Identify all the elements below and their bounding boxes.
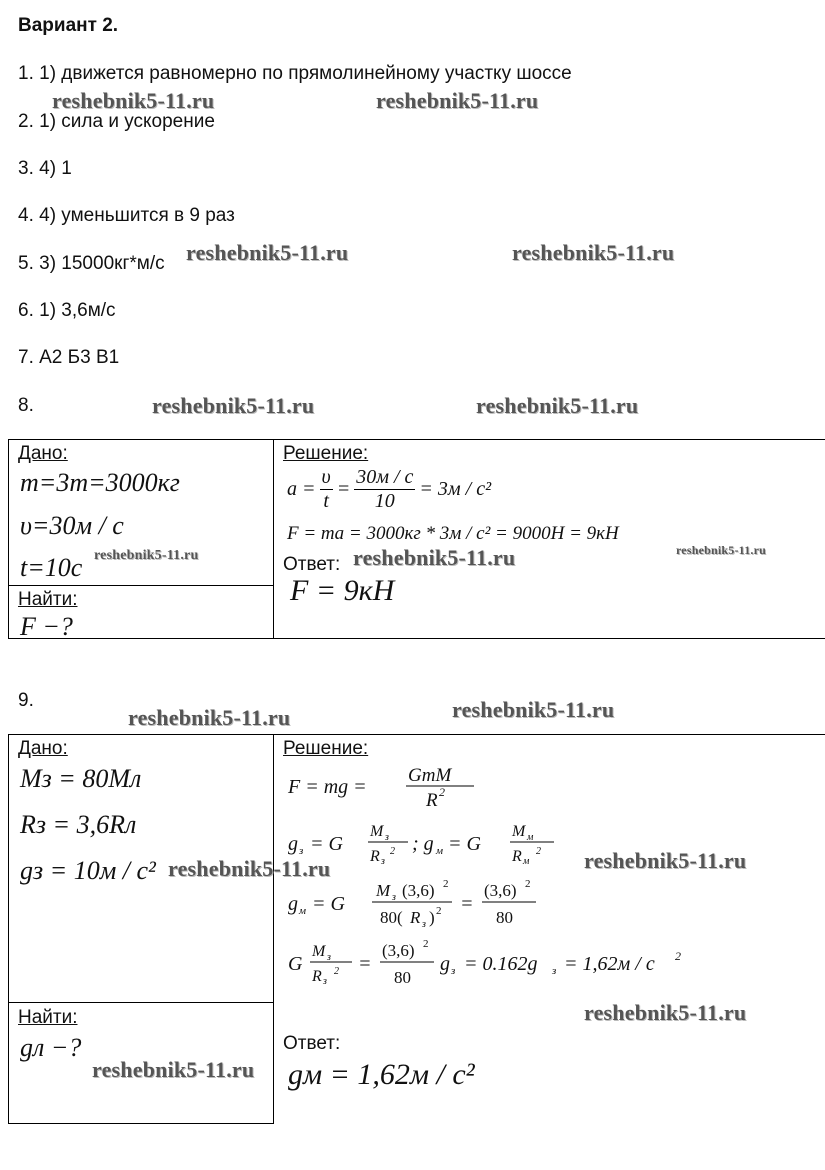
- given-velocity: υ=30м / с: [20, 511, 124, 540]
- answer-1: 1. 1) движется равномерно по прямолинейному участку шоссе: [18, 63, 572, 84]
- svg-text:з: з: [381, 856, 385, 867]
- svg-text:2: 2: [436, 905, 442, 917]
- solution-label: Решение:: [283, 443, 369, 464]
- svg-text:= 0.162g: = 0.162g: [464, 953, 538, 975]
- svg-text:2: 2: [525, 878, 531, 890]
- numerator: υ: [321, 466, 331, 488]
- svg-text:= G: = G: [310, 833, 343, 855]
- watermark: reshebnik5-11.ru: [452, 697, 615, 722]
- svg-text:g: g: [288, 833, 298, 855]
- given-label: Дано:: [18, 443, 68, 464]
- watermark: reshebnik5-11.ru: [186, 240, 349, 265]
- svg-text:= 1,62м / с: = 1,62м / с: [564, 953, 655, 975]
- svg-text:2: 2: [443, 878, 449, 890]
- svg-text:з: з: [299, 845, 304, 857]
- svg-text:M: M: [370, 823, 384, 840]
- gravity-formulas: [284, 760, 824, 1005]
- answer-7: 7. А2 Б3 В1: [18, 347, 120, 368]
- given-gravity: gз = 10м / с²: [20, 856, 156, 885]
- svg-text:80(: 80(: [380, 908, 403, 927]
- acceleration-equation: [287, 466, 491, 513]
- svg-text:g: g: [440, 953, 450, 975]
- answer-5: 5. 3) 15000кг*м/с: [18, 253, 165, 274]
- answer-label: Ответ:: [283, 554, 341, 575]
- eq-lhs: a =: [287, 478, 316, 500]
- find-label: Найти:: [18, 589, 78, 610]
- watermark: reshebnik5-11.ru: [152, 393, 315, 418]
- svg-text:=: =: [358, 953, 372, 975]
- answer-3: 3. 4) 1: [18, 158, 72, 179]
- watermark: reshebnik5-11.ru: [128, 705, 291, 730]
- fraction: [354, 466, 415, 513]
- svg-text:R: R: [370, 848, 380, 865]
- svg-text:з: з: [451, 965, 456, 977]
- page-title: Вариант 2.: [18, 15, 119, 36]
- force-equation: F = ma = 3000кг * 3м / с² = 9000Н = 9кН: [287, 523, 619, 544]
- answer-value: gм = 1,62м / с²: [288, 1058, 475, 1091]
- svg-text:GmM: GmM: [408, 765, 452, 786]
- svg-text:2: 2: [390, 846, 395, 857]
- svg-text:2: 2: [334, 966, 339, 977]
- answer-2: 2. 1) сила и ускорение: [18, 111, 215, 132]
- given-radius-ratio: Rз = 3,6Rл: [20, 810, 137, 839]
- svg-text:R: R: [426, 790, 438, 811]
- watermark: reshebnik5-11.ru: [676, 543, 766, 557]
- answer-4: 4. 4) уменьшится в 9 раз: [18, 205, 235, 226]
- watermark: reshebnik5-11.ru: [376, 88, 539, 113]
- svg-text:80: 80: [394, 968, 411, 987]
- watermark: reshebnik5-11.ru: [92, 1057, 255, 1082]
- watermark: reshebnik5-11.ru: [512, 240, 675, 265]
- fraction: [320, 466, 333, 513]
- svg-text:з: з: [327, 952, 331, 963]
- svg-text:(3,6): (3,6): [382, 941, 415, 960]
- given-time: t=10с: [20, 553, 83, 582]
- svg-text:M: M: [312, 943, 326, 960]
- watermark: reshebnik5-11.ru: [353, 545, 516, 570]
- svg-text:з: з: [552, 965, 557, 977]
- answer-label: Ответ:: [283, 1033, 341, 1054]
- watermark: reshebnik5-11.ru: [52, 88, 215, 113]
- svg-text:м: м: [523, 856, 530, 867]
- watermark: reshebnik5-11.ru: [584, 848, 747, 873]
- svg-text:з: з: [422, 919, 426, 930]
- watermark: reshebnik5-11.ru: [584, 1000, 747, 1025]
- svg-text:): ): [429, 908, 435, 927]
- svg-text:з: з: [385, 832, 389, 843]
- find-label: Найти:: [18, 1007, 78, 1028]
- svg-text:R: R: [312, 968, 322, 985]
- svg-text:= G: = G: [448, 833, 481, 855]
- svg-text:2: 2: [439, 785, 445, 799]
- find-moon-gravity: gл −?: [20, 1033, 82, 1062]
- svg-text:2: 2: [423, 938, 429, 950]
- svg-text:M: M: [512, 823, 526, 840]
- numerator: 30м / с: [356, 466, 414, 488]
- task8-number: 8.: [18, 395, 34, 416]
- svg-text:F = mg =: F = mg =: [288, 776, 367, 798]
- svg-text:; g: ; g: [412, 833, 434, 855]
- task9-number: 9.: [18, 690, 34, 711]
- svg-text:= G: = G: [312, 893, 345, 915]
- answer-value: F = 9кН: [290, 574, 395, 607]
- svg-text:(3,6): (3,6): [484, 881, 517, 900]
- watermark: reshebnik5-11.ru: [476, 393, 639, 418]
- svg-text:2: 2: [675, 949, 681, 963]
- solution-label: Решение:: [283, 738, 369, 759]
- svg-text:(3,6): (3,6): [402, 881, 435, 900]
- given-label: Дано:: [18, 738, 68, 759]
- given-mass-ratio: Mз = 80Mл: [20, 764, 142, 793]
- denominator: t: [323, 490, 329, 512]
- svg-text:з: з: [392, 892, 396, 903]
- svg-text:g: g: [288, 893, 298, 915]
- svg-text:м: м: [527, 832, 534, 843]
- svg-text:G: G: [288, 953, 303, 975]
- watermark: reshebnik5-11.ru: [168, 856, 331, 881]
- denominator: 10: [374, 490, 395, 512]
- watermark: reshebnik5-11.ru: [94, 548, 199, 563]
- find-force: F −?: [20, 612, 73, 641]
- svg-text:2: 2: [536, 846, 541, 857]
- svg-text:R: R: [410, 908, 421, 927]
- svg-text:R: R: [512, 848, 522, 865]
- svg-text:м: м: [299, 905, 307, 917]
- eq-sign: =: [336, 478, 351, 500]
- answer-6: 6. 1) 3,6м/с: [18, 300, 116, 321]
- svg-text:м: м: [436, 845, 444, 857]
- svg-text:M: M: [376, 881, 391, 900]
- given-mass: m=3т=3000кг: [20, 468, 180, 497]
- svg-text:з: з: [323, 976, 327, 987]
- svg-text:=: =: [460, 893, 474, 915]
- eq-rhs: = 3м / с²: [419, 478, 492, 500]
- svg-text:80: 80: [496, 908, 513, 927]
